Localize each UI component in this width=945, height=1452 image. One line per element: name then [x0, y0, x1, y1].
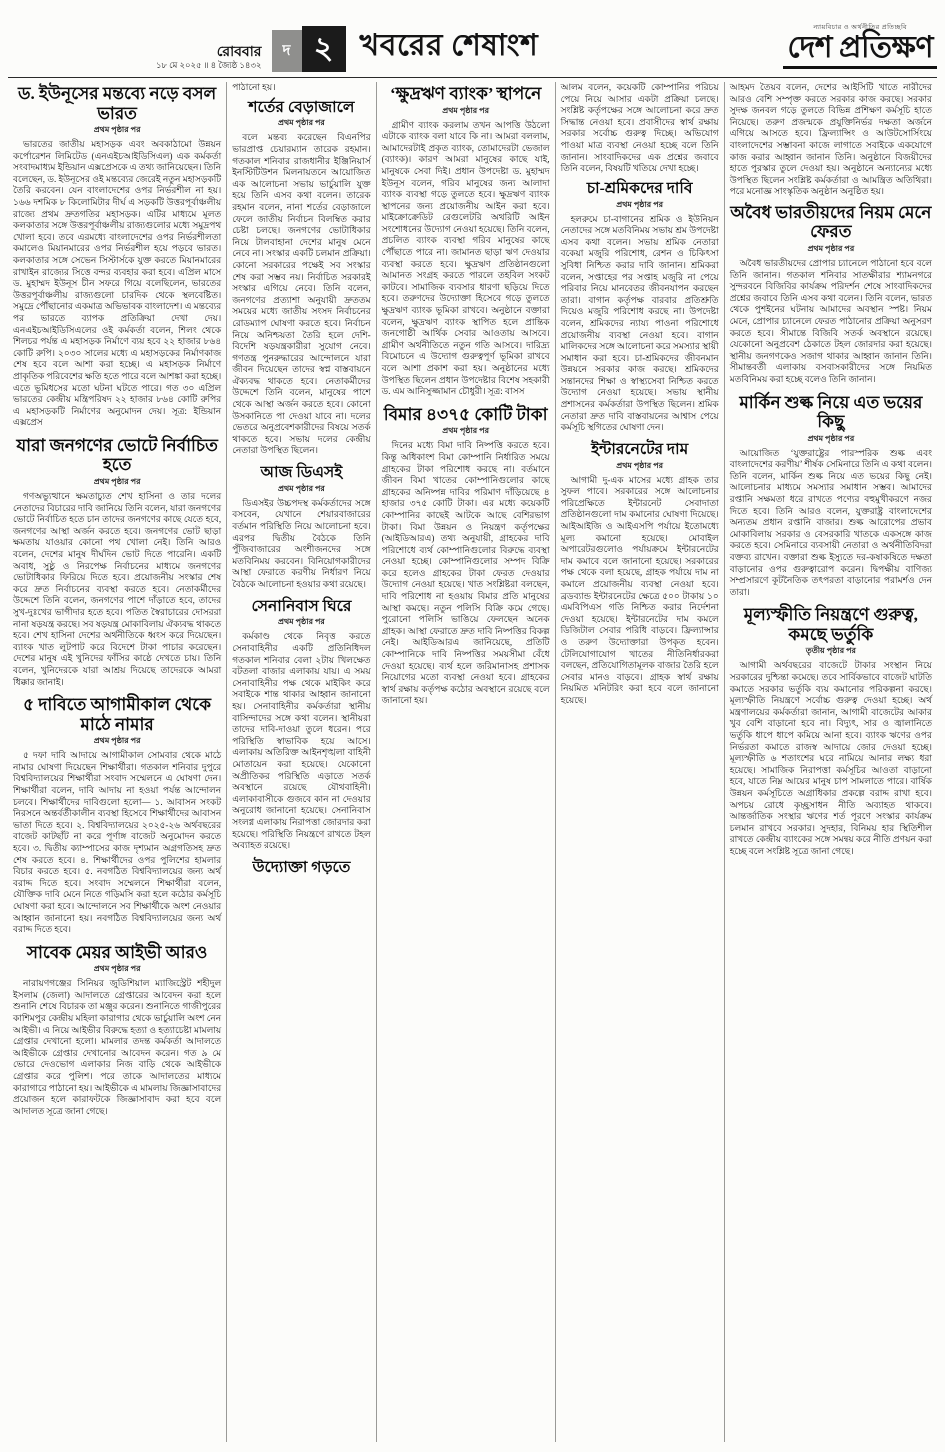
paper-tagline: ন্যায়বিচার ও অর্থনীতির প্রতিচ্ছবি: [813, 24, 908, 31]
continued-from-label: প্রথম পৃষ্ঠার পর: [93, 125, 141, 135]
article-us-tariff: [730, 393, 932, 599]
article-body: অবৈধ ভারতীয়দের প্রোপার চ্যানেলে পাঠানো হবে বলে তিনি জানান। গতকাল শনিবার সাতক্ষীরার শ্যামনগরে সুন্দরবনে বিজিবির কার্যক্রম পরিদর্শন শেষে সাংবাদিকদের প্রশ্নের জবাবে তিনি এসব কথা বলেন। তিনি বলেন, ভারত থেকে পুশইনের ঘটনায় আমাদের অবস্থান স্পষ্ট। নিয়ম মেনে, প্রোপার চ্যানেলে ফেরত পাঠানোর প্রক্রিয়া অনুসরণ করতে হবে। সীমান্তে বিজিবি সতর্ক অবস্থানে রয়েছে। যেকোনো অনুপ্রবেশ ঠেকাতে টহল জোরদার করা হয়েছে। স্থানীয় জনগণকেও সজাগ থাকার আহ্বান জানান তিনি। সীমান্তবর্তী এলাকায় বসবাসকারীদের সঙ্গে নিয়মিত মতবিনিময় করা হচ্ছে বলেও তিনি জানান।: [729, 258, 932, 384]
article-headline: ‘ক্ষুদ্রঋণ ব্যাংক’ স্থাপনে: [390, 84, 542, 103]
article-headline: শর্তের বেড়াজালে: [248, 98, 355, 116]
article-body: বলে মন্তব্য করেছেন বিএনপির ভারপ্রাপ্ত চেয়ারম্যান তারেক রহমান। গতকাল শনিবার রাজধানীর ইঞ্জিনিয়ার্স ইনস্টিটিউশন মিলনায়তনে আয়োজিত এক আলোচনা সভায় ভার্চুয়ালি যুক্ত হয়ে তিনি এসব কথা বলেন। তারেক রহমান বলেন, নানা শর্তের বেড়াজালে ফেলে জাতীয় নির্বাচন বিলম্বিত করার চেষ্টা চলছে। জনগণের ভোটাধিকার নিয়ে টালবাহানা দেশের মানুষ মেনে নেবে না। সংস্কার একটি চলমান প্রক্রিয়া। কোনো সরকারের পক্ষেই সব সংস্কার শেষ করা সম্ভব নয়। নির্বাচিত সরকারই সংস্কার এগিয়ে নেবে। তিনি বলেন, জনগণের প্রত্যাশা অনুযায়ী দ্রুততম সময়ের মধ্যে জাতীয় সংসদ নির্বাচনের রোডম্যাপ ঘোষণা করতে হবে। নির্বাচন নিয়ে অনিশ্চয়তা তৈরি হলে দেশি-বিদেশি ষড়যন্ত্রকারীরা সুযোগ নেবে। গণতন্ত্র পুনরুদ্ধারের আন্দোলনে যারা জীবন দিয়েছেন তাদের স্বপ্ন বাস্তবায়নে ঐক্যবদ্ধ থাকতে হবে। নেতাকর্মীদের উদ্দেশে তিনি বলেন, মানুষের পাশে থেকে আস্থা অর্জন করতে হবে। কোনো উসকানিতে পা দেওয়া যাবে না। দলের ভেতরে অনুপ্রবেশকারীদের বিষয়ে সতর্ক থাকতে হবে। সভায় দলের কেন্দ্রীয় নেতারা উপস্থিত ছিলেন।: [232, 132, 371, 456]
article-headline: উদ্যোক্তা গড়তে: [252, 858, 351, 876]
continued-from-label: প্রথম পৃষ্ঠার পর: [278, 483, 325, 493]
article-body: আয়োজিত ‘যুক্তরাষ্ট্রের পারস্পরিক শুল্ক এবং বাংলাদেশের করণীয়’ শীর্ষক সেমিনারে তিনি এ কথা বলেন। তিনি বলেন, মার্কিন শুল্ক নিয়ে এত ভয়ের কিছু নেই। আলোচনার মাধ্যমে সমস্যার সমাধান সম্ভব। আমাদের রপ্তানি সক্ষমতা ধরে রাখতে পণ্যের বহুমুখীকরণে নজর দিতে হবে। তিনি আরও বলেন, যুক্তরাষ্ট্র বাংলাদেশের অন্যতম প্রধান রপ্তানি বাজার। শুল্ক আরোপের প্রভাব মোকাবিলায় সরকার ও বেসরকারি খাতকে একসঙ্গে কাজ করতে হবে। সেমিনারে ব্যবসায়ী নেতারা ও অর্থনীতিবিদরা বক্তব্য রাখেন। বক্তারা শুল্ক ইস্যুতে দর-কষাকষিতে দক্ষতা বাড়ানোর ওপর গুরুত্বারোপ করেন। দ্বিপক্ষীয় বাণিজ্য সম্প্রসারণে কূটনৈতিক তৎপরতা বাড়ানোর পরামর্শও দেন তারা।: [729, 447, 932, 597]
continued-from-label: প্রথম পৃষ্ঠার পর: [93, 477, 141, 487]
article-body: গ্রামীণ ব্যাংক করলাম তখন আপত্তি উঠলো এটাকে ব্যাংক বলা যাবে কি না। আমরা বললাম, আমাদেরটাই প্রকৃত ব্যাংক, তোমাদেরটা ভেজাল (ব্যাংক)। কারণ আমরা মানুষের কাছে যাই, মানুষকে সেবা দিই। প্রধান উপদেষ্টা ড. মুহাম্মদ ইউনূস বলেন, গরিব মানুষের জন্য আলাদা ব্যাংক ব্যবস্থা গড়ে তুলতে হবে। ক্ষুদ্রঋণ ব্যাংক স্থাপনের জন্য প্রয়োজনীয় আইন করা হবে। মাইক্রোক্রেডিট রেগুলেটরি অথরিটি আইন সংশোধনের উদ্যোগ নেওয়া হয়েছে। তিনি বলেন, প্রচলিত ব্যাংক ব্যবস্থা গরিব মানুষের কাছে পৌঁছাতে পারে না। জামানত ছাড়া ঋণ দেওয়ার ব্যবস্থা করতে হবে। ক্ষুদ্রঋণ প্রতিষ্ঠানগুলো আমানত সংগ্রহ করতে পারলে তহবিল সংকট কাটবে। সামাজিক ব্যবসার ধারণা ছড়িয়ে দিতে হবে। তরুণদের উদ্যোক্তা হিসেবে গড়ে তুলতে ক্ষুদ্রঋণ ব্যাংক ভূমিকা রাখবে। অনুষ্ঠানে বক্তারা বলেন, ক্ষুদ্রঋণ ব্যাংক স্থাপিত হলে প্রান্তিক জনগোষ্ঠী আর্থিক সেবার আওতায় আসবে। গ্রামীণ অর্থনীতিতে নতুন গতি আসবে। দারিদ্র্য বিমোচনে এ উদ্যোগ গুরুত্বপূর্ণ ভূমিকা রাখবে বলে আশা প্রকাশ করা হয়। অনুষ্ঠানের মধ্যে উপস্থিত ছিলেন প্রধান উপদেষ্টার বিশেষ সহকারী ড. এম আনিসুজ্জামান চৌধুরী। সূত্র: বাসস: [381, 119, 550, 397]
article-yunus-india: [13, 84, 221, 429]
article-headline: ড. ইউনূসের মন্তব্যে নড়ে বসল ভারত: [17, 84, 217, 123]
article-body: আগামী দু-এক মাসের মধ্যে গ্রাহক তার সুফল পাবে। সরকারের সঙ্গে আলোচনার পরিপ্রেক্ষিতে ইন্টারনেট সেবাদাতা প্রতিষ্ঠানগুলো দাম কমানোর ঘোষণা দিয়েছে। আইআইজি ও আইএসপি পর্যায়ে ইতোমধ্যে মূল্য কমানো হয়েছে। মোবাইল অপারেটরগুলোও পর্যায়ক্রমে ইন্টারনেটের দাম কমাবে বলে জানানো হয়েছে। সরকারের পক্ষ থেকে বলা হয়েছে, গ্রাহক পর্যায়ে দাম না কমালে প্রয়োজনীয় ব্যবস্থা নেওয়া হবে। ব্রডব্যান্ড ইন্টারনেটের ক্ষেত্রে ৫০০ টাকায় ১০ এমবিপিএস গতি নিশ্চিত করার নির্দেশনা দেওয়া হয়েছে। ইন্টারনেটের দাম কমলে ডিজিটাল সেবার পরিধি বাড়বে। ফ্রিল্যান্সার ও তরুণ উদ্যোক্তারা উপকৃত হবেন। টেলিযোগাযোগ খাতের নীতিনির্ধারকরা বলছেন, প্রতিযোগিতামূলক বাজার তৈরি হলে সেবার মানও বাড়বে। গ্রাহক স্বার্থ রক্ষায় নিয়মিত মনিটরিং করা হবে বলে জানানো হয়েছে।: [560, 474, 719, 705]
continued-from-label: প্রথম পৃষ্ঠার পর: [278, 617, 325, 627]
article-illegal-indians: [730, 203, 932, 386]
article-headline: ইন্টারনেটের দাম: [591, 440, 689, 458]
article-body: ৫ দফা দাবি আদায়ে আগামীকাল সোমবার থেকে মাঠে নামার ঘোষণা দিয়েছেন শিক্ষার্থীরা। গতকাল শনিবার দুপুরে বিশ্ববিদ্যালয়ের শিক্ষার্থীরা সংবাদ সম্মেলনে এ ঘোষণা দেন। শিক্ষার্থীরা বলেন, দাবি আদায় না হওয়া পর্যন্ত আন্দোলন চলবে। শিক্ষার্থীদের দাবিগুলো হলো— ১. আবাসন সংকট নিরসনে অন্তর্বর্তীকালীন ব্যবস্থা হিসেবে শিক্ষার্থীদের আবাসন ভাতা দিতে হবে। ২. বিশ্ববিদ্যালয়ের ২০২৫-২৬ অর্থবছরের বাজেট কাটছাঁট না করে পূর্ণাঙ্গ বাজেট অনুমোদন করতে হবে। ৩. দ্বিতীয় ক্যাম্পাসের কাজ দৃশ্যমান অগ্রগতিসহ দ্রুত শেষ করতে হবে। ৪. শিক্ষার্থীদের ওপর পুলিশের হামলার বিচার করতে হবে। ৫. নবগঠিত বিশ্ববিদ্যালয়ের জন্য অর্থ বরাদ্দ দিতে হবে। সংবাদ সম্মেলনে শিক্ষার্থীরা বলেন, যৌক্তিক দাবি মেনে নিতে গড়িমসি করা হলে কঠোর কর্মসূচি ঘোষণা করা হবে। আন্দোলনে সব শিক্ষার্থীকে অংশ নেওয়ার আহ্বান জানানো হয়। নবগঠিত বিশ্ববিদ্যালয়ের জন্য অর্থ বরাদ্দ দিতে হবে।: [13, 750, 222, 935]
masthead: [8, 6, 937, 78]
article-insurance-4375cr: [382, 405, 550, 707]
article-headline: মূল্যস্ফীতি নিয়ন্ত্রণে গুরুত্ব, কমছে ভর্তুকি: [743, 605, 918, 644]
article-headline: আজ ডিএসই: [260, 464, 343, 482]
continued-from-label: প্রথম পৃষ্ঠার পর: [93, 964, 141, 974]
article-headline: অবৈধ ভারতীয়দের নিয়ম মেনে ফেরত: [730, 202, 932, 242]
article-headline: চা-শ্রমিকদের দাবি: [586, 179, 693, 197]
continued-from-label: প্রথম পৃষ্ঠার পর: [807, 433, 855, 443]
article-body: গণঅভ্যুত্থানে ক্ষমতাচ্যুত শেখ হাসিনা ও তার দলের নেতাদের বিচারের দাবি জানিয়ে তিনি বলেন, যারা জনগণের ভোটে নির্বাচিত হতে চান তাদের জনগণের কাছে যেতে হবে, জনগণের আস্থা অর্জন করতে হবে। জনগণের ভোট ছাড়া ক্ষমতায় যাওয়ার কোনো পথ খোলা নেই। তিনি আরও বলেন, দেশের মানুষ দীর্ঘদিন ভোট দিতে পারেনি। একটি অবাধ, সুষ্ঠু ও নিরপেক্ষ নির্বাচনের মাধ্যমে জনগণের ভোটাধিকার ফিরিয়ে দিতে হবে। প্রয়োজনীয় সংস্কার শেষ করে দ্রুত নির্বাচনের ব্যবস্থা করতে হবে। নেতাকর্মীদের উদ্দেশে তিনি বলেন, জনগণের পাশে দাঁড়াতে হবে, তাদের সুখ-দুঃখের ভাগীদার হতে হবে। পতিত স্বৈরাচারের দোসররা নানা ষড়যন্ত্র করছে। সব ষড়যন্ত্র মোকাবিলায় ঐক্যবদ্ধ থাকতে হবে। শেখ হাসিনা দেশের অর্থনীতিকে ধ্বংস করে দিয়েছেন। ব্যাংক খাত লুটপাট করে বিদেশে টাকা পাচার করেছেন। দেশের মানুষ এই খুনিদের ফাঁসির কাষ্ঠে দেখতে চায়। তিনি বলেন, খুনিদেরকে যারা আশ্রয় দিয়েছে তাদেরকে আমরা ধিক্কার জানাই।: [13, 491, 222, 687]
continued-from-label: প্রথম পৃষ্ঠার পর: [807, 244, 855, 254]
paper-name: দেশ প্রতিক্ষণ: [783, 33, 937, 69]
article-body: দিনের মধ্যে বিমা দাবি নিষ্পত্তি করতে হবে। কিন্তু অধিকাংশ বিমা কোম্পানি নির্ধারিত সময়ে গ্রাহকের টাকা পরিশোধ করছে না। বর্তমানে জীবন বিমা খাতের কোম্পানিগুলোর কাছে গ্রাহকের অনিষ্পন্ন দাবির পরিমাণ দাঁড়িয়েছে ৪ হাজার ৩৭৫ কোটি টাকা। এর মধ্যে কয়েকটি কোম্পানির কাছেই আটকে আছে বেশিরভাগ টাকা। বিমা উন্নয়ন ও নিয়ন্ত্রণ কর্তৃপক্ষের (আইডিআরএ) তথ্য অনুযায়ী, গ্রাহকের দাবি পরিশোধে ব্যর্থ কোম্পানিগুলোর বিরুদ্ধে ব্যবস্থা নেওয়া হচ্ছে। কোম্পানিগুলোর সম্পদ বিক্রি করে হলেও গ্রাহকের টাকা ফেরত দেওয়ার উদ্যোগ নেওয়া হয়েছে। খাত সংশ্লিষ্টরা বলছেন, দাবি পরিশোধ না হওয়ায় বিমার প্রতি মানুষের আস্থা কমছে। নতুন পলিসি বিক্রি কমে গেছে। পুরোনো পলিসি ভাঙিয়ে ফেলছেন অনেক গ্রাহক। আস্থা ফেরাতে দ্রুত দাবি নিষ্পত্তির বিকল্প নেই। আইডিআরএ জানিয়েছে, প্রতিটি কোম্পানিকে দাবি নিষ্পত্তির সময়সীমা বেঁধে দেওয়া হয়েছে। ব্যর্থ হলে জরিমানাসহ প্রশাসক নিয়োগের মতো ব্যবস্থা নেওয়া হবে। গ্রাহকের স্বার্থ রক্ষায় কর্তৃপক্ষ কঠোর অবস্থানে রয়েছে বলে জানানো হয়।: [381, 440, 550, 706]
weekday-label: রোববার: [216, 45, 262, 61]
column-1: [8, 82, 226, 1442]
article-dse-today: [232, 464, 370, 591]
article-headline: যারা জনগণের ভোটে নির্বাচিত হতে: [16, 435, 218, 475]
continued-fragment: [232, 82, 370, 94]
page-number: ২: [302, 26, 346, 72]
article-body: ডিএসইর উচ্চপদস্থ কর্মকর্তাদের সঙ্গে বসবেন, যেখানে শেয়ারবাজারের বর্তমান পরিস্থিতি নিয়ে আলোচনা হবে। এরপর দ্বিতীয় বৈঠকে তিনি পুঁজিবাজারের অংশীজনদের সঙ্গে মতবিনিময় করবেন। বিনিয়োগকারীদের আস্থা ফেরাতে করণীয় নির্ধারণ নিয়ে বৈঠকে আলোচনা হওয়ার কথা রয়েছে।: [232, 497, 371, 589]
continued-fragment: [561, 82, 719, 175]
continued-from-label: প্রথম পৃষ্ঠার পর: [616, 460, 664, 470]
article-headline: বিমার ৪৩৭৫ কোটি টাকা: [383, 404, 548, 424]
article-body: ভারতের জাতীয় মহাসড়ক এবং অবকাঠামো উন্নয়ন কর্পোরেশন লিমিটেড (এনএইচআইডিসিএল) এক কর্মকর্তা সংবাদমাধ্যম ইন্ডিয়ান এক্সপ্রেসকে এ তথ্য জানিয়েছেন। তিনি বলেছেন, ড. ইউনূসের ওই মন্তব্যের জেরেই নতুন মহাসড়কটি তৈরি করবেন। যেন বাংলাদেশের ওপর নির্ভরশীল না হয়। ১৬৬ দশমিক ৮ কিলোমিটার দীর্ঘ এ সড়কটি উত্তরপূর্বাঞ্চলীয় রাজ্যে প্রথম দ্রুতগতির মহাসড়ক। এটির মাধ্যমে মূলত কলকাতার সঙ্গে উত্তরপূর্বাঞ্চলীয় রাজ্যগুলোর মধ্যে সমুদ্রপথ খোলা হবে। তবে এরমধ্যে বাংলাদেশের ওপর নির্ভরশীলতা কমালেও মিয়ানমারের ওপর নির্ভরশীল হয়ে পড়বে ভারত। কলকাতার সঙ্গে সেভেন সিস্টার্সকে যুক্ত করতে মিয়ানমারের রাখাইন রাজ্যের সিত্তে বন্দর ব্যবহার করা হবে। এপ্রিল মাসে ড. মুহাম্মদ ইউনূস চীন সফরে গিয়ে বলেছিলেন, ভারতের উত্তরপূর্বাঞ্চলীয় রাজ্যগুলো চারদিক থেকে স্থলবেষ্টিত। সমুদ্রে পৌঁছানোর একমাত্র অভিভাবক বাংলাদেশ। এ মন্তব্যের পর ভারতে ব্যাপক প্রতিক্রিয়া দেখা দেয়। এনএইচআইডিসিএলের ওই কর্মকর্তা বলেন, শিলং থেকে শিলচর পর্যন্ত এ মহাসড়ক নির্মাণে ব্যয় হবে ২২ হাজার ৮৬৪ কোটি রুপি। ২০৩০ সালের মধ্যে এ মহাসড়কের নির্মাণকাজ শেষ হবে বলে আশা করা হচ্ছে। এ মহাসড়ক নির্মাণে প্রাকৃতিক পরিবেশের ক্ষতি হতে পারে বলে আশঙ্কা করা হচ্ছে। এতে ভূমিধসের মতো ঘটনা ঘটতে পারে। গত ৩০ এপ্রিল ভারতের কেন্দ্রীয় মন্ত্রিপরিষদ ২২ হাজার ৮৬৪ কোটি রুপির এ মহাসড়কটি নির্মাণের অনুমোদন দেয়। সূত্র: ইন্ডিয়ান এক্সপ্রেস: [13, 139, 222, 428]
date-label: ১৮ মে ২০২৫ ॥ ৪ জ্যৈষ্ঠ ১৪৩২: [156, 59, 262, 70]
section-title: খবরের শেষাংশ: [359, 29, 539, 62]
continued-from-label: প্রথম পৃষ্ঠার পর: [93, 736, 141, 746]
continued-from-label: প্রথম পৃষ্ঠার পর: [442, 426, 490, 436]
date-block: [156, 45, 262, 72]
article-body: হলরুমে চা-বাগানের শ্রমিক ও ইউনিয়ন নেতাদের সঙ্গে মতবিনিময় সভায় শ্রম উপদেষ্টা এসব কথা বলেন। সভায় শ্রমিক নেতারা বকেয়া মজুরি পরিশোধ, রেশন ও চিকিৎসা সুবিধা নিশ্চিত করার দাবি জানান। শ্রমিকরা বলেন, সপ্তাহের পর সপ্তাহ মজুরি না পেয়ে পরিবার নিয়ে মানবেতর জীবনযাপন করছেন তারা। বাগান কর্তৃপক্ষ বারবার প্রতিশ্রুতি দিয়েও মজুরি পরিশোধ করছে না। উপদেষ্টা বলেন, শ্রমিকদের ন্যায্য পাওনা পরিশোধে প্রয়োজনীয় ব্যবস্থা নেওয়া হবে। বাগান মালিকদের সঙ্গে আলোচনা করে সমস্যার স্থায়ী সমাধান করা হবে। চা-শ্রমিকদের জীবনমান উন্নয়নে সরকার কাজ করছে। শ্রমিকদের সন্তানদের শিক্ষা ও স্বাস্থ্যসেবা নিশ্চিত করতে উদ্যোগ নেওয়া হয়েছে। সভায় স্থানীয় প্রশাসনের কর্মকর্তারা উপস্থিত ছিলেন। শ্রমিক নেতারা দ্রুত দাবি বাস্তবায়নের আশ্বাস পেয়ে কর্মসূচি স্থগিতের ঘোষণা দেন।: [560, 213, 719, 433]
article-body: আগামী অর্থবছরের বাজেটে টাকার সংস্থান নিয়ে সরকারের দুশ্চিন্তা কমেছে। তবে সার্বিকভাবে বাজেট ঘাটতি কমাতে সরকার ভর্তুকি ব্যয় কমানোর পরিকল্পনা করছে। মূল্যস্ফীতি নিয়ন্ত্রণে সর্বোচ্চ গুরুত্ব দেওয়া হচ্ছে। অর্থ মন্ত্রণালয়ের কর্মকর্তারা জানান, আগামী বাজেটের আকার খুব বেশি বাড়ানো হবে না। বিদ্যুৎ, সার ও জ্বালানিতে ভর্তুকি ধাপে ধাপে কমিয়ে আনা হবে। ব্যাংক ঋণের ওপর নির্ভরতা কমাতে রাজস্ব আদায়ে জোর দেওয়া হচ্ছে। মূল্যস্ফীতি ৬ শতাংশের ঘরে নামিয়ে আনার লক্ষ্য ধরা হয়েছে। সামাজিক নিরাপত্তা কর্মসূচির আওতা বাড়ানো হবে, যাতে নিম্ন আয়ের মানুষ চাপ সামলাতে পারে। বার্ষিক উন্নয়ন কর্মসূচিতে অগ্রাধিকার প্রকল্পে বরাদ্দ রাখা হবে। অপচয় রোধে কৃচ্ছ্রসাধন নীতি অব্যাহত থাকবে। আন্তর্জাতিক সংস্থার ঋণের শর্ত পূরণে সংস্কার কার্যক্রম চলমান রাখবে সরকার। সুদহার, বিনিময় হার স্থিতিশীল রাখতে কেন্দ্রীয় ব্যাংকের সঙ্গে সমন্বয় করে নীতি প্রণয়ন করা হচ্ছে বলে সংশ্লিষ্ট সূত্রে জানা গেছে।: [729, 660, 932, 856]
continued-from-label: তৃতীয় পৃষ্ঠার পর: [805, 646, 856, 656]
article-microcredit-bank: [382, 84, 550, 398]
article-ex-mayor-ivy: [13, 943, 221, 1118]
fragment-body: পাঠানো হয়।: [232, 82, 276, 92]
fragment-body: আলম বলেন, কয়েকটি কোম্পানির পরিচয় পেয়ে নিয়ে আসার একটা প্রক্রিয়া চলছে। সংশ্লিষ্ট কর্তৃপক্ষের সঙ্গে আলোচনা করে দ্রুত সিদ্ধান্ত নেওয়া হবে। প্রবাসীদের স্বার্থ রক্ষায় সরকার সর্বোচ্চ গুরুত্ব দিচ্ছে। অভিযোগ পাওয়া মাত্র ব্যবস্থা নেওয়া হচ্ছে বলে তিনি জানান। সাংবাদিকদের এক প্রশ্নের জবাবে তিনি বলেন, বিষয়টি খতিয়ে দেখা হচ্ছে।: [560, 82, 719, 174]
article-shorter-berajale: [232, 99, 370, 457]
newspaper-logo: [783, 22, 937, 72]
article-body: কর্মকাণ্ড থেকে নিবৃত্ত করতে সেনাবাহিনীর একটি প্রতিনিধিদল গতকাল শনিবার বেলা ২টায় খিলক্ষেত বটতলা বাজার এলাকায় যায়। এ সময় সেনাবাহিনীর পক্ষ থেকে মাইকিং করে সবাইকে শান্ত থাকার আহ্বান জানানো হয়। সেনাবাহিনীর কর্মকর্তারা স্থানীয় বাসিন্দাদের সঙ্গে কথা বলেন। স্থানীয়রা তাদের দাবি-দাওয়া তুলে ধরেন। পরে পরিস্থিতি স্বাভাবিক হয়ে আসে। এলাকায় অতিরিক্ত আইনশৃঙ্খলা বাহিনী মোতায়েন করা হয়েছে। যেকোনো অপ্রীতিকর পরিস্থিতি এড়াতে সতর্ক অবস্থানে রয়েছে যৌথবাহিনী। এলাকাবাসীকে গুজবে কান না দেওয়ার অনুরোধ জানানো হয়েছে। সেনানিবাস সংলগ্ন এলাকায় নিরাপত্তা জোরদার করা হয়েছে। পরিস্থিতি নিয়ন্ত্রণে রাখতে টহল অব্যাহত রয়েছে।: [232, 631, 371, 851]
fragment-body: আহমদ তৈয়ব বলেন, দেশের আইসিটি খাতে নারীদের আরও বেশি সম্পৃক্ত করতে সরকার কাজ করছে। সরকার সুদক্ষ জনবল গড়ে তুলতে বিভিন্ন প্রশিক্ষণ কর্মসূচি হাতে নিয়েছে। তরুণ প্রজন্মকে প্রযুক্তিনির্ভর দক্ষতা অর্জনে এগিয়ে আসতে হবে। ফ্রিল্যান্সিং ও আউটসোর্সিংয়ে বাংলাদেশের সম্ভাবনা কাজে লাগাতে সবাইকে একযোগে কাজ করার আহ্বান জানান তিনি। অনুষ্ঠানে বিজয়ীদের হাতে পুরস্কার তুলে দেওয়া হয়। অনুষ্ঠানে অন্যান্যের মধ্যে উপস্থিত ছিলেন সংশ্লিষ্ট কর্মকর্তারা ও আমন্ত্রিত অতিথিরা। পরে মনোজ্ঞ সাংস্কৃতিক অনুষ্ঠান অনুষ্ঠিত হয়।: [729, 82, 932, 197]
column-2: [226, 82, 375, 1442]
article-tea-workers: [561, 180, 719, 434]
article-elected-by-vote: [13, 436, 221, 688]
article-cantonment: [232, 598, 370, 852]
continued-from-label: প্রথম পৃষ্ঠার পর: [616, 199, 664, 209]
continued-from-label: প্রথম পৃষ্ঠার পর: [278, 118, 325, 128]
article-headline: মার্কিন শুল্ক নিয়ে এত ভয়ের কিছু: [739, 392, 923, 432]
article-internet-price: [561, 441, 719, 707]
column-5: [724, 82, 937, 1442]
article-headline: ৫ দাবিতে আগামীকাল থেকে মাঠে নামার: [23, 695, 212, 734]
page-columns: [8, 82, 937, 1442]
article-headline: সেনানিবাস ঘিরে: [251, 597, 352, 615]
article-5-demands: [13, 695, 221, 936]
column-3: [376, 82, 555, 1442]
column-4: [555, 82, 724, 1442]
article-inflation-subsidy: [730, 605, 932, 857]
continued-fragment: [730, 82, 932, 198]
article-body: নারায়ণগঞ্জের সিনিয়র জুডিশিয়াল ম্যাজিস্ট্রেট শহীদুল ইসলাম (জেলা) আদালতে গ্রেপ্তারের আবেদন করা হলে শুনানি শেষে বিচারক তা মঞ্জুর করেন। শুনানিতে গাজীপুরের কাশিমপুর কেন্দ্রীয় মহিলা কারাগার থেকে ভার্চুয়ালি অংশ নেন আইভী। এ নিয়ে আইভীর বিরুদ্ধে হত্যা ও হত্যাচেষ্টা মামলায় গ্রেপ্তার দেখানো হলো। মামলার তদন্ত কর্মকর্তা আদালতে আইভীকে গ্রেপ্তার দেখানোর আবেদন করেন। গত ৯ মে ভোরে দেওভোগ এলাকার নিজ বাড়ি থেকে আইভীকে গ্রেপ্তার করে পুলিশ। পরে তাকে আদালতের মাধ্যমে কারাগারে পাঠানো হয়। আইভীকে এ মামলায় জিজ্ঞাসাবাদের প্রয়োজন হলে কারাফটকে জিজ্ঞাসাবাদ করা হবে বলে আদালত সূত্রে জানা গেছে।: [13, 978, 222, 1116]
article-entrepreneurs: [232, 859, 370, 877]
article-headline: সাবেক মেয়র আইভী আরও: [26, 942, 208, 962]
masthead-ornament-icon: দ: [272, 30, 302, 72]
continued-from-label: প্রথম পৃষ্ঠার পর: [442, 105, 490, 115]
